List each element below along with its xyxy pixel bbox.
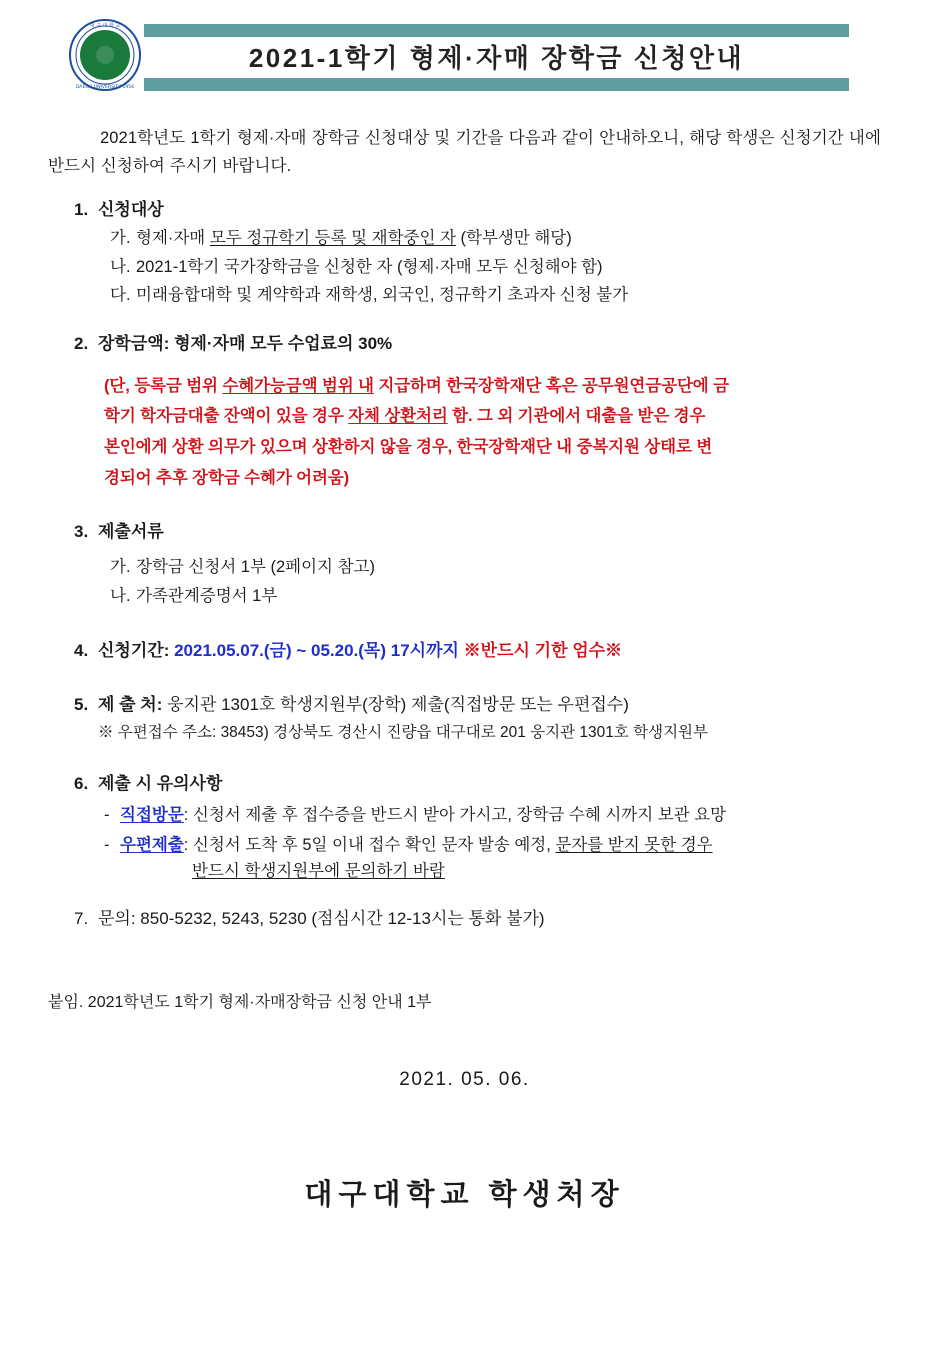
- item-text: 미래융합대학 및 계약학과 재학생, 외국인, 정규학기 초과자 신청 불가: [136, 286, 629, 305]
- caution-text: : 신청서 제출 후 접수증을 반드시 받아 가시고, 장학금 수혜 시까지 보관 요망: [183, 805, 727, 824]
- caution-tag-mail: 우편제출: [120, 836, 184, 855]
- svg-text:DAEGU UNIVERSITY 1956: DAEGU UNIVERSITY 1956: [75, 85, 135, 90]
- red-note-text: 함. 그 외 기관에서 대출을 받은 경우: [447, 407, 706, 426]
- section-4-label: 신청기간:: [98, 640, 175, 660]
- section-1-item-3: [110, 283, 881, 309]
- item-label: 가.: [110, 558, 131, 577]
- application-period-value: 2021.05.07.(금) ~ 05.20.(목) 17시까지: [174, 640, 459, 660]
- section-1-label: 신청대상: [98, 199, 164, 219]
- submission-place-value: 웅지관 1301호 학생지원부(장학) 제출(직접방문 또는 우편접수): [167, 694, 629, 714]
- section-3-number: 3.: [74, 522, 89, 542]
- section-3-title: [74, 519, 881, 545]
- section-7-title: [74, 906, 881, 932]
- section-1-number: 1.: [74, 199, 89, 219]
- red-note-line-1: [104, 371, 894, 402]
- caution-tag-visit: 직접방문: [120, 805, 184, 824]
- item-label: 나.: [110, 586, 131, 605]
- attachment-line: 붙임. 2021학년도 1학기 형제·자매장학금 신청 안내 1부: [48, 993, 432, 1011]
- section-1-item-1: [110, 226, 881, 252]
- section-1-item-2: [110, 255, 881, 281]
- document-page: [0, 14, 929, 1362]
- red-note-text: 학기 학자금대출 잔액이 있을 경우: [104, 407, 349, 426]
- document-date: 2021. 05. 06.: [399, 1069, 530, 1091]
- item-text: 가족관계증명서 1부: [136, 586, 278, 605]
- section-6-label: 제출 시 유의사항: [98, 774, 223, 794]
- section-5-title: [74, 692, 881, 718]
- header-top-bar: [144, 24, 849, 37]
- section-3-label: 제출서류: [98, 522, 164, 542]
- caution-underlined: 문자를 받지 못한 경우: [555, 836, 713, 855]
- red-note-underlined: 자체 상환처리: [348, 407, 448, 426]
- section-4-number: 4.: [74, 640, 89, 660]
- daegu-university-emblem-icon: [68, 18, 142, 92]
- section-6-title: [74, 771, 881, 797]
- section-7-number: 7.: [74, 909, 89, 929]
- document-signer: 대구대학교 학생처장: [304, 1178, 625, 1211]
- red-note-line-4: 경되어 추후 장학금 수혜가 어려움): [104, 468, 350, 487]
- header-bottom-bar: [144, 78, 849, 91]
- dash-marker: -: [104, 805, 110, 824]
- red-note-line-3: 본인에게 상환 의무가 있으며 상환하지 않을 경우, 한국장학재단 내 중복지원 상태로 변: [104, 438, 713, 456]
- item-underlined: 모두 정규학기 등록 및 재학중인 자: [209, 228, 456, 247]
- section-2-label: 장학금액: 형제·자매 모두 수업료의 30%: [98, 333, 393, 353]
- section-inquiry: [48, 906, 881, 932]
- section-1-title: [74, 197, 881, 223]
- inquiry-text: 문의: 850-5232, 5243, 5230 (점심시간 12-13시는 통화 불가): [98, 909, 545, 929]
- dash-marker: -: [104, 836, 110, 855]
- section-2-number: 2.: [74, 333, 89, 353]
- section-submission-place: [48, 692, 881, 745]
- caution-item-visit: [104, 803, 881, 829]
- document-header: [60, 14, 849, 102]
- item-label: 나.: [110, 257, 131, 276]
- section-5-number: 5.: [74, 694, 89, 714]
- red-note-text: 지급하며 한국장학재단 혹은 공무원연금공단에 금: [373, 376, 729, 395]
- item-text-after: (학부생만 해당): [455, 228, 572, 247]
- intro-text: 2021학년도 1학기 형제·자매 장학금 신청대상 및 기간을 다음과 같이 안내하오니, 해당 학생은 신청기간 내에 반드시 신청하여 주시기 바랍니다.: [48, 129, 881, 176]
- section-3-item-1: [110, 555, 881, 581]
- red-note-text: (단, 등록금 범위: [104, 376, 223, 395]
- red-note-line-2: [104, 401, 894, 432]
- section-4-title: [74, 638, 881, 664]
- svg-text:대 구 대 학 교: 대 구 대 학 교: [89, 23, 121, 29]
- item-label: 가.: [110, 228, 131, 247]
- section-3-item-2: [110, 584, 881, 610]
- item-label: 다.: [110, 286, 131, 305]
- section-6-number: 6.: [74, 774, 89, 794]
- section-2-title: [74, 331, 881, 357]
- caution-item-mail: [104, 833, 881, 884]
- section-cautions: [48, 771, 881, 884]
- section-scholarship-amount: [48, 331, 881, 357]
- application-period-emphasis: ※반드시 기한 엄수※: [463, 640, 623, 660]
- red-note-underlined: 수혜가능금액 범위 내: [222, 376, 374, 395]
- intro-paragraph: [48, 124, 881, 180]
- item-text-before: 형제·자매: [136, 228, 210, 247]
- section-required-documents: [48, 519, 881, 609]
- caution-text-continued: 반드시 학생지원부에 문의하기 바람: [192, 861, 445, 880]
- item-text: 장학금 신청서 1부 (2페이지 참고): [136, 558, 375, 577]
- section-5-label: 제 출 처:: [98, 694, 168, 714]
- red-warning-note: [104, 371, 894, 493]
- caution-text: : 신청서 도착 후 5일 이내 접수 확인 문자 발송 예정,: [183, 836, 556, 855]
- document-body: [48, 124, 881, 1218]
- section-application-target: [48, 197, 881, 309]
- item-text: 2021-1학기 국가장학금을 신청한 자 (형제·자매 모두 신청해야 함): [136, 257, 603, 276]
- mail-address-note: ※ 우편접수 주소: 38453) 경상북도 경산시 진량읍 대구대로 201 웅지관 1301호 학생지원부: [98, 724, 709, 742]
- section-application-period: [48, 638, 881, 664]
- page-title: 2021-1학기 형제·자매 장학금 신청안내: [144, 40, 849, 76]
